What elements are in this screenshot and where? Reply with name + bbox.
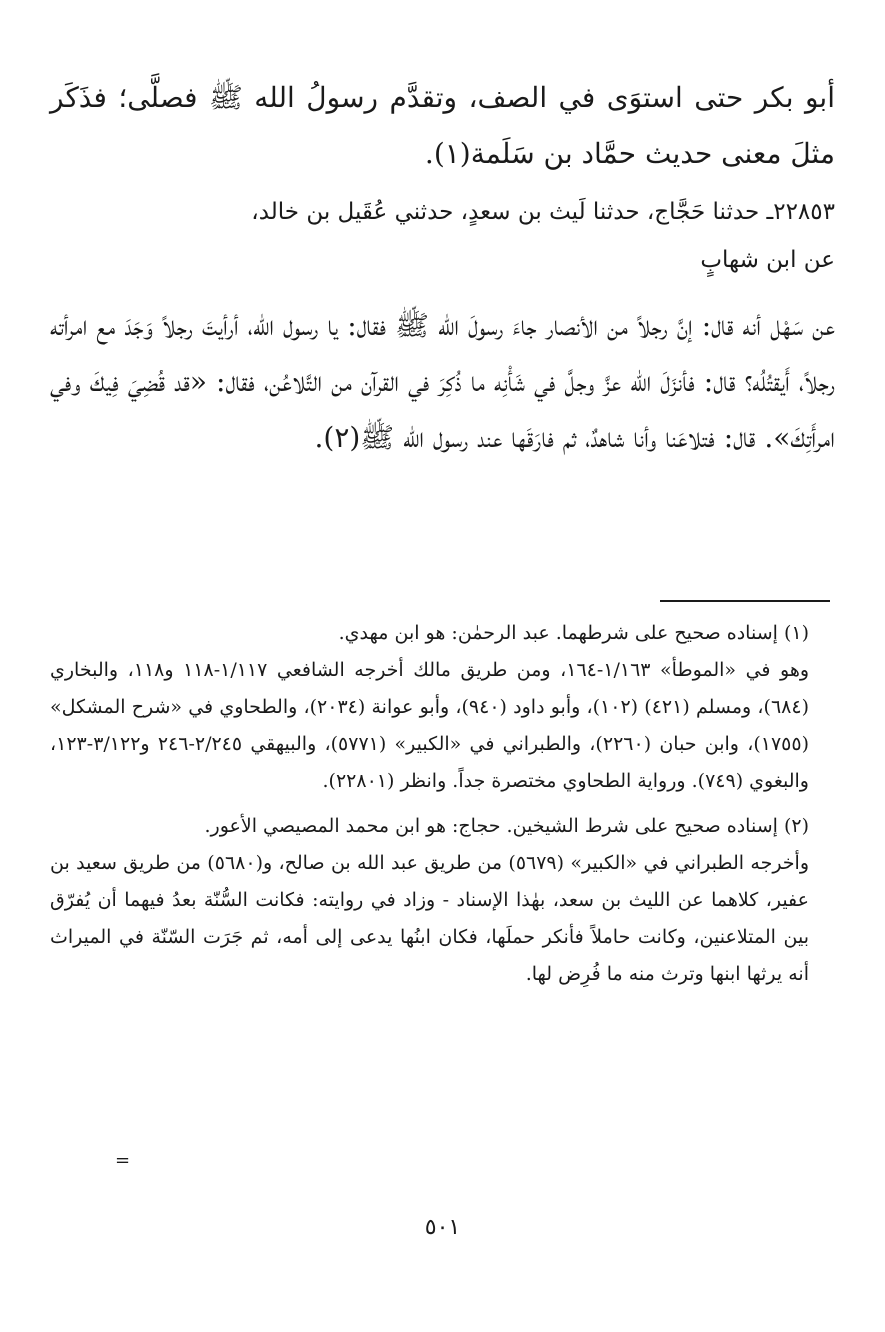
footnote-1-head: (١) إسناده صحيح على شرطهما. عبد الرحمٰن: هو ابن مهدي.: [338, 622, 809, 644]
footnote-2-body: وأخرجه الطبراني في «الكبير» (٥٦٧٩) من طريق عبد الله بن صالح، و(٥٦٨٠) من طريق سعيد بن عفير، كلاهما عن الليث بن سعد، بهٰذا الإسناد - وزاد في روايته: فكانت السُّنّة بعدُ فيهما أن يُفرّق بين المتلاعنين، وكانت حاملاً فأنكر حملَها، فكان ابنُها يدعى إلى أمه، ثم جَرَت السّنّة في الميراث أنه يرثها ابنها وترث منه ما فُرِض لها.: [50, 852, 810, 985]
page-number: ٥٠١: [424, 1215, 461, 1240]
footnote-1-body: وهو في «الموطأ» ١/١٦٣-١٦٤، ومن طريق مالك أخرجه الشافعي ١/١١٧-١١٨ و١١٨، والبخاري (٦٨٤)، ومسلم (٤٢١) (١٠٢)، وأبو داود (٩٤٠)، وأبو عوانة (٢٠٣٤)، والطحاوي في «شرح المشكل» (١٧٥٥)، وابن حبان (٢٢٦٠)، والطبراني في «الكبير» (٥٧٧١)، والبيهقي ٢/٢٤٥-٢٤٦ و٣/١٢٢-١٢٣، والبغوي (٧٤٩). ورواية الطحاوي مختصرة جداً. وانظر (٢٢٨٠١).: [50, 659, 810, 792]
main-text: [50, 70, 835, 466]
footnotes: [50, 615, 835, 993]
hadith-matn: عن سَهْل أنه قال: إنَّ رجلاً من الأنصار جاءَ رسولَ الله ﷺ فقال: يا رسول الله، أرأيتَ رجلاً وَجَدَ مع امرأته رجلاً، أَيقتُلُه؟ قال: فأنزَلَ الله عزَّ وجلَّ في شَأْنِه ما ذُكِرَ في القرآن من التَّلاعُن، فقال: «قد قُضِيَ فِيكَ وفي امرأَتِكَ». قال: فتلاعَنا وأنا شاهدٌ، ثم فارَقَها عند رسول الله ﷺ(٢).: [50, 309, 836, 454]
footnote-separator: [660, 600, 830, 602]
footnote-2-head: (٢) إسناده صحيح على شرط الشيخين. حجاج: هو ابن محمد المصيصي الأعور.: [204, 815, 809, 837]
hadith-continuation: أبو بكر حتى استوَى في الصف، وتقدَّم رسولُ الله ﷺ فصلَّى؛ فذَكَر مثلَ معنى حديث حمَّاد بن سَلَمة(١).: [50, 81, 835, 170]
continuation-mark: =: [115, 1150, 131, 1171]
isnad-line-2: عن ابن شهابٍ: [700, 247, 835, 273]
isnad-line-1: ٢٢٨٥٣ـ حدثنا حَجَّاج، حدثنا لَيث بن سعدٍ، حدثني عُقَيل بن خالد،: [251, 199, 835, 225]
